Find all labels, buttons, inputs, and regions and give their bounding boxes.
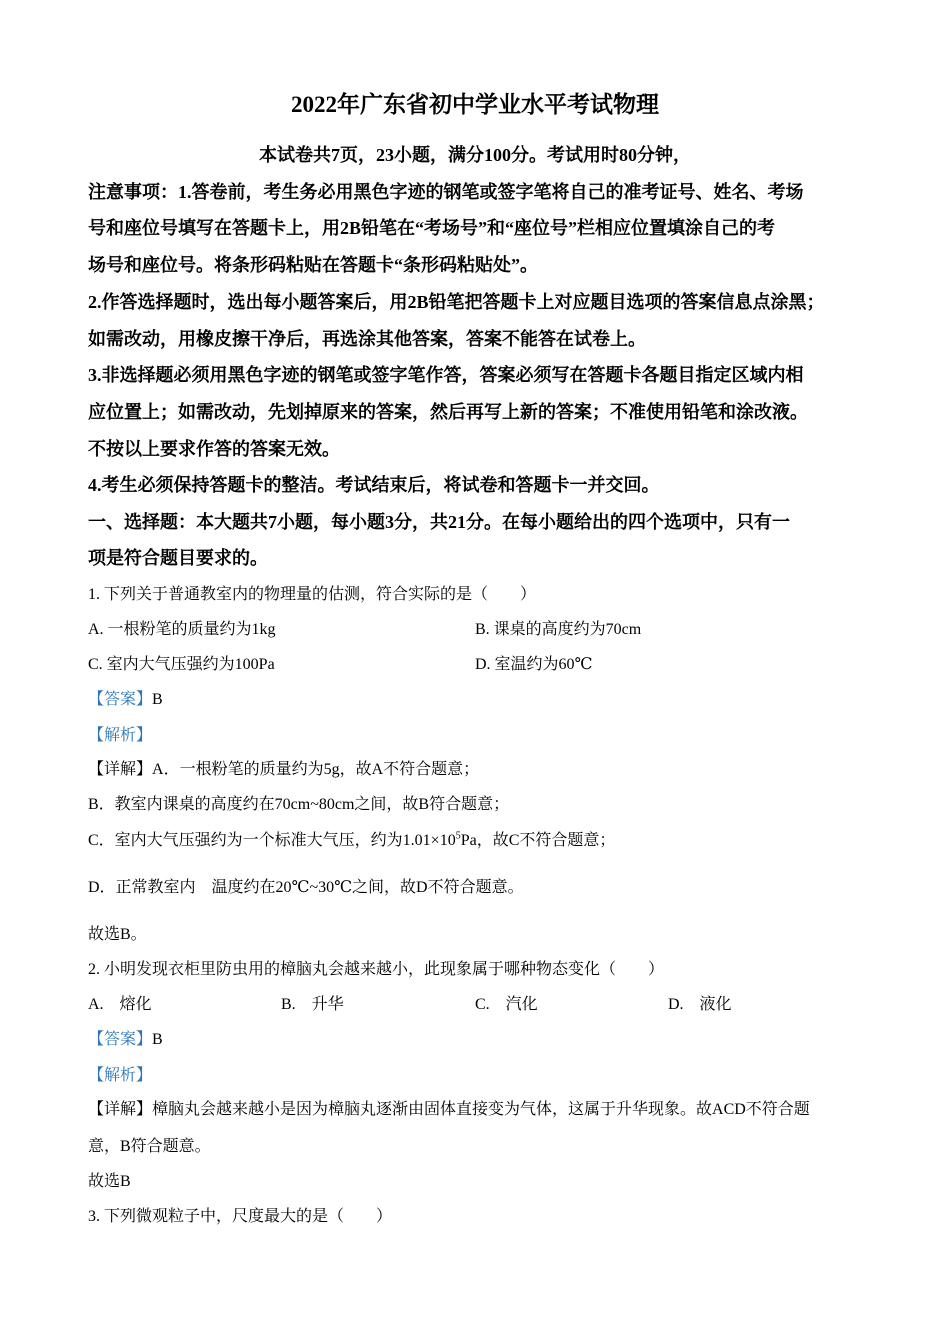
answer-label: 【答案】 [88, 1031, 153, 1048]
notes-line-8: 不按以上要求作答的答案无效。 [88, 439, 340, 459]
analysis-label: 【解析】 [88, 727, 153, 744]
notes-line-5: 如需改动，用橡皮擦干净后，再选涂其他答案，答案不能答在试卷上。 [88, 329, 646, 349]
q1-answer: B [152, 691, 163, 708]
q2-option-b: B. 升华 [281, 996, 344, 1013]
notes-line-2: 号和座位号填写在答题卡上，用2B铅笔在“考场号”和“座位号”栏相应位置填涂自己的考 [88, 218, 776, 238]
detail-label: 【详解】 [88, 761, 153, 778]
q2-detail-1: 樟脑丸会越来越小是因为樟脑丸逐渐由固体直接变为气体，这属于升华现象。故ACD不符合题 [152, 1101, 810, 1118]
page-title: 2022年广东省初中学业水平考试物理 [291, 92, 659, 117]
q2-option-a: A. 熔化 [88, 996, 152, 1013]
answer-label: 【答案】 [88, 691, 153, 708]
q2-conclusion: 故选B [88, 1173, 131, 1190]
q1-option-d: D. 室温约为60℃ [475, 656, 593, 673]
q1-detail-c-post: Pa，故C不符合题意； [460, 832, 616, 849]
q1-answer-line [88, 686, 163, 709]
q2-stem: 2. 小明发现衣柜里防虫用的樟脑丸会越来越小，此现象属于哪种物态变化（ ） [88, 961, 665, 978]
notes-line-6: 3.非选择题必须用黑色字迹的钢笔或签字笔作答，答案必须写在答题卡各题目指定区域内相 [88, 365, 804, 385]
q1-detail-c-pre: C．室内大气压强约为一个标准大气压，约为1.01×10 [88, 832, 456, 849]
section-heading-line-2: 项是符合题目要求的。 [88, 548, 268, 568]
q2-detail-2: 意，B符合题意。 [88, 1138, 211, 1155]
q1-detail-c-exponent: 5 [455, 830, 461, 842]
notes-line-1: 注意事项：1.答卷前，考生务必用黑色字迹的钢笔或签字笔将自己的准考证号、姓名、考场 [88, 182, 804, 202]
q1-detail-c-line [88, 827, 615, 850]
q1-option-c: C. 室内大气压强约为100Pa [88, 656, 275, 673]
q1-stem: 1. 下列关于普通教室内的物理量的估测，符合实际的是（ ） [88, 586, 537, 603]
exam-intro: 本试卷共7页，23小题，满分100分。考试用时80分钟， [259, 145, 691, 165]
notes-line-9: 4.考生必须保持答题卡的整洁。考试结束后，将试卷和答题卡一并交回。 [88, 475, 660, 495]
q2-answer-line [88, 1026, 163, 1049]
notes-line-7: 应位置上；如需改动，先划掉原来的答案，然后再写上新的答案；不准使用铅笔和涂改液。 [88, 402, 808, 422]
q2-answer: B [152, 1031, 163, 1048]
detail-label: 【详解】 [88, 1101, 153, 1118]
notes-line-4: 2.作答选择题时，选出每小题答案后，用2B铅笔把答题卡上对应题目选项的答案信息点涂黑； [88, 292, 825, 312]
q1-detail-a-line [88, 756, 479, 779]
q1-detail-b: B．教室内课桌的高度约在70cm~80cm之间，故B符合题意； [88, 796, 510, 813]
q1-option-b: B. 课桌的高度约为70cm [475, 621, 642, 638]
q2-option-c: C. 汽化 [475, 996, 538, 1013]
q2-option-d: D. 液化 [668, 996, 732, 1013]
q3-stem: 3. 下列微观粒子中，尺度最大的是（ ） [88, 1208, 393, 1225]
analysis-label: 【解析】 [88, 1067, 153, 1084]
q1-detail-d: D．正常教室内 温度约在20℃~30℃之间，故D不符合题意。 [88, 879, 524, 896]
notes-line-3: 场号和座位号。将条形码粘贴在答题卡“条形码粘贴处”。 [88, 255, 538, 275]
q1-option-a: A. 一根粉笔的质量约为1kg [88, 621, 276, 638]
q1-detail-a: A．一根粉笔的质量约为5g，故A不符合题意； [152, 761, 480, 778]
q2-detail-line-1 [88, 1096, 810, 1119]
section-heading-line-1: 一、选择题：本大题共7小题，每小题3分，共21分。在每小题给出的四个选项中，只有一 [88, 512, 790, 532]
q1-conclusion: 故选B。 [88, 926, 147, 943]
